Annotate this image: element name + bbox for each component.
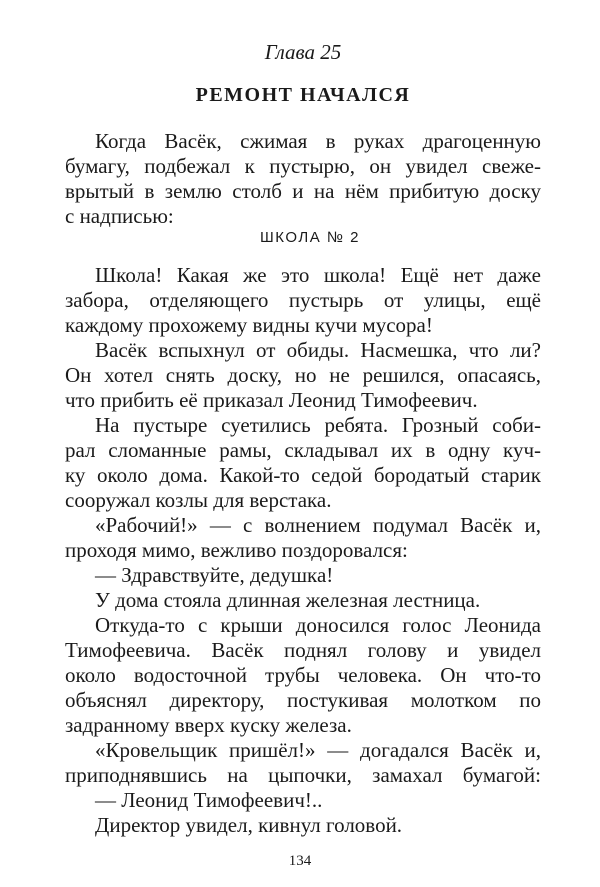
text-line: сооружал козлы для верстака. — [65, 488, 332, 512]
text-line: Когда Васёк, сжимая в руках драгоценную — [95, 129, 541, 153]
chapter-number: Глава 25 — [264, 40, 342, 64]
text-line: Он хотел снять доску, но не решился, опасаясь, — [65, 363, 541, 387]
text-line: Откуда-то с крыши доносился голос Леонида — [95, 613, 541, 637]
text-line: объяснял директору, постукивая молотком по — [65, 688, 541, 712]
text-line: врытый в землю столб и на нём прибитую доску — [65, 179, 541, 203]
text-line: проходя мимо, вежливо поздоровался: — [65, 538, 408, 562]
text-line: — Здравствуйте, дедушка! — [95, 563, 334, 587]
text-line: — Леонид Тимофеевич!.. — [95, 788, 323, 812]
text-line: бумагу, подбежал к пустырю, он увидел свеже- — [65, 154, 541, 178]
text-line: Директор увидел, кивнул головой. — [95, 813, 403, 837]
text-line: На пустыре суетились ребята. Грозный соби- — [95, 413, 541, 437]
text-line: «Кровельщик пришёл!» — догадался Васёк и, — [95, 738, 541, 762]
text-line: забора, отделяющего пустырь от улицы, ещё — [65, 288, 541, 312]
text-line: каждому прохожему видны кучи мусора! — [65, 313, 433, 337]
text-line: около водосточной трубы человека. Он что-то — [65, 663, 541, 687]
text-line: задранному вверх куску железа. — [65, 713, 352, 737]
text-line: рал сломанные рамы, складывал их в одну куч- — [65, 438, 541, 462]
chapter-title: РЕМОНТ НАЧАЛСЯ — [195, 84, 411, 106]
sign-text: ШКОЛА № 2 — [260, 229, 360, 246]
text-line: приподнявшись на цыпочки, замахал бумагой: — [65, 763, 541, 787]
text-line: с надписью: — [65, 204, 174, 228]
text-line: Школа! Какая же это школа! Ещё нет даже — [95, 263, 541, 287]
text-line: «Рабочий!» — с волнением подумал Васёк и, — [95, 513, 541, 537]
text-line: ку около дома. Какой-то седой бородатый старик — [65, 463, 541, 487]
text-line: У дома стояла длинная железная лестница. — [95, 588, 481, 612]
page-number: 134 — [288, 853, 312, 869]
text-line: Васёк вспыхнул от обиды. Насмешка, что ли? — [95, 338, 541, 362]
text-line: что прибить её приказал Леонид Тимофеевич. — [65, 388, 478, 412]
text-line: Тимофеевича. Васёк поднял голову и увидел — [65, 638, 541, 662]
